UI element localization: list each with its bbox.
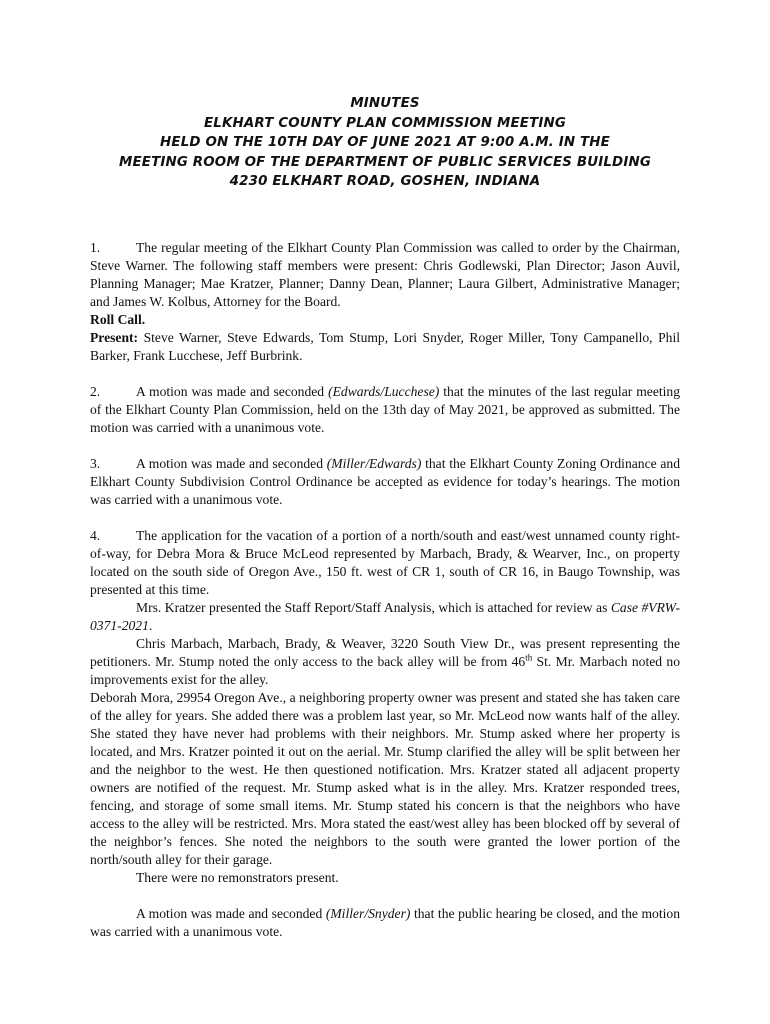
mora-paragraph: Deborah Mora, 29954 Oregon Ave., a neighboring property owner was present and stated she has taken care of the alley for years. She added there was a problem last year, so Mr. McLeod now wants half of the alley. She stated they have never had problems with their neighbors. Mr. Stump asked where her property is located, and Mrs. Kratzer pointed it out on the aerial. Mr. Stump clarified the alley will be split between her and the neighbor to the west. He then questioned notification. Mrs. Kratzer stated all adjacent property owners are notified of the request. Mr. Stump asked what is in the alley. Mrs. Kratzer responded trees, fencing, and storage of some small items. Mr. Stump stated his concern is that the neighbors who have access to the alley will be restricted. Mrs. Mora stated the east/west alley has been blocked off by several of the neighbor’s fences. She noted the neighbors to the south were granted the lower portion of the north/south alley for their garage. [90,689,680,867]
closing-motion-paragraph [90,905,680,941]
item-2-number: 2. [90,383,101,399]
item-3-motion: (Miller/Edwards) [326,455,422,471]
marbach-text-b: St. Mr. Marbach noted no improvements exist for the alley. [90,653,680,687]
item-2-text-a: A motion was made and seconded [136,383,329,399]
item-4-paragraph [90,527,680,599]
item-4-text: The application for the vacation of a portion of a north/south and east/west unnamed county right-of-way, for Debra Mora & Bruce McLeod represented by Marbach, Brady, & Wearver, Inc., on property located on the south side of Oregon Ave., 150 ft. west of CR 1, south of CR 16, in Baugo Township, was presented at this time. [90,527,680,597]
item-4-number: 4. [90,527,101,543]
item-3-text-b: that the Elkhart County Zoning Ordinance and Elkhart County Subdivision Control Ordinance be accepted as evidence for today’s hearings. The motion was carried with a unanimous vote. [90,455,680,507]
staff-report-paragraph [90,599,680,635]
item-2-paragraph [90,383,680,437]
staff-report-end: . [148,617,153,633]
item-3-paragraph [90,455,680,509]
marbach-superscript: th [525,651,533,662]
present-list: Steve Warner, Steve Edwards, Tom Stump, Lori Snyder, Roger Miller, Tony Campanello, Phil Barker, Frank Lucchese, Jeff Burbrink. [90,329,680,363]
item-2-text-b: that the minutes of the last regular meeting of the Elkhart County Plan Commission, held on the 13th day of May 2021, be approved as submitted. The motion was carried with a unanimous vote. [90,383,681,435]
item-1-text: The regular meeting of the Elkhart County Plan Commission was called to order by the Chairman, Steve Warner. The following staff members were present: Chris Godlewski, Plan Director; Jason Auvil, Planning Manager; Mae Kratzer, Planner; Danny Dean, Planner; Laura Gilbert, Administrative Manager; and James W. Kolbus, Attorney for the Board. [90,239,680,309]
item-1-number: 1. [90,239,101,255]
marbach-text-a: Chris Marbach, Marbach, Brady, & Weaver, 3220 South View Dr., was present representing the petitioners. Mr. Stump noted the only access to the back alley will be from 46 [90,635,680,669]
header-address-line: 4230 ELKHART ROAD, GOSHEN, INDIANA [229,174,541,189]
staff-report-text: Mrs. Kratzer presented the Staff Report/Staff Analysis, which is attached for review as [136,599,611,615]
case-number: Case #VRW-0371-2021 [90,599,680,633]
roll-call-heading: Roll Call. [90,311,146,327]
item-1-paragraph [90,239,680,311]
marbach-paragraph [90,635,680,689]
closing-motion: (Miller/Snyder) [325,905,411,921]
header-date-line: HELD ON THE 10TH DAY OF JUNE 2021 AT 9:00 A.M. IN THE [160,135,610,150]
present-paragraph [90,329,680,365]
header-title: MINUTES [350,96,420,111]
item-3-text-a: A motion was made and seconded [136,455,327,471]
item-2-motion: (Edwards/Lucchese) [328,383,440,399]
closing-motion-text-b: that the public hearing be closed, and the motion was carried with a unanimous vote. [90,905,681,939]
header-location-line: MEETING ROOM OF THE DEPARTMENT OF PUBLIC SERVICES BUILDING [119,154,651,170]
item-3-number: 3. [90,455,101,471]
header-meeting-name: ELKHART COUNTY PLAN COMMISSION MEETING [203,115,566,131]
present-label: Present: [90,329,139,345]
remonstrators-paragraph: There were no remonstrators present. [136,869,339,885]
closing-motion-text-a: A motion was made and seconded [136,905,326,921]
minutes-header [90,94,680,192]
minutes-body [90,239,680,941]
